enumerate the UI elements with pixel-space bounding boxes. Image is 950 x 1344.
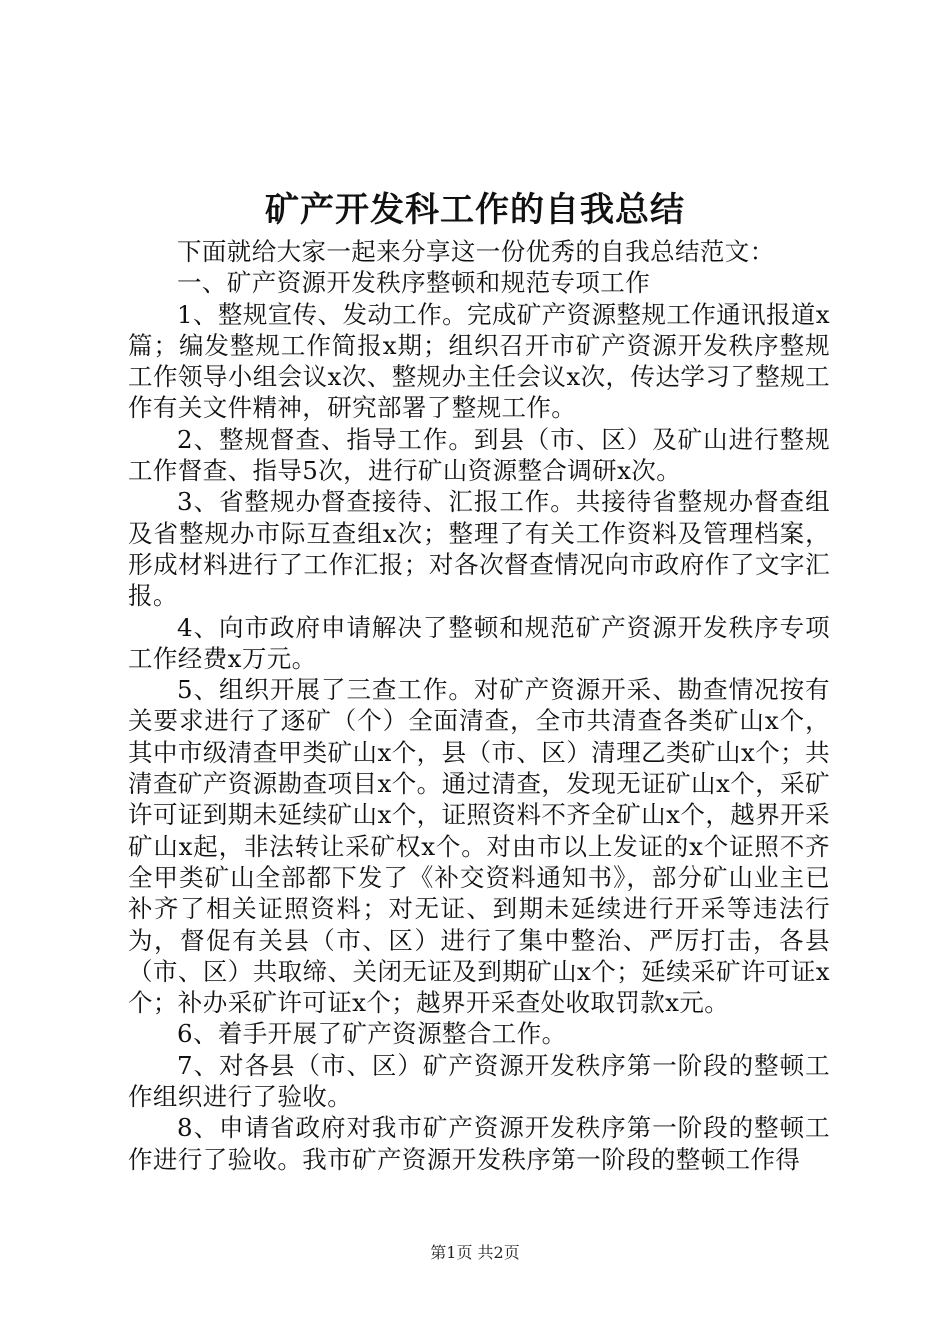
paragraph-item-4: 4、向市政府申请解决了整顿和规范矿产资源开发秩序专项工作经费x万元。: [128, 612, 830, 673]
paragraph-item-3: 3、省整规办督查接待、汇报工作。共接待省整规办督查组及省整规办市际互查组x次；整理了有关工作资料及管理档案，形成材料进行了工作汇报；对各次督查情况向市政府作了文字汇报。: [128, 487, 830, 611]
document-body: [128, 236, 830, 1175]
page-number-footer: 第1页 共2页: [430, 1243, 520, 1262]
paragraph-item-6: 6、着手开展了矿产资源整合工作。: [177, 1019, 567, 1049]
paragraph-item-5: 5、组织开展了三查工作。对矿产资源开采、勘查情况按有关要求进行了逐矿（个）全面清查，全市共清查各类矿山x个，其中市级清查甲类矿山x个，县（市、区）清理乙类矿山x个；共清查矿产资源勘查项目x个。通过清查，发现无证矿山x个，采矿许可证到期未延续矿山x个，证照资料不齐全矿山x个，越界开采矿山x起，非法转让采矿权x个。对由市以上发证的x个证照不齐全甲类矿山全部都下发了《补交资料通知书》，部分矿山业主已补齐了相关证照资料；对无证、到期未延续进行开采等违法行为，督促有关县（市、区）进行了集中整治、严厉打击，各县（市、区）共取缔、关闭无证及到期矿山x个；延续采矿许可证x个；补办采矿许可证x个；越界开采查处收取罚款x元。: [128, 675, 830, 1018]
document-title: 矿产开发科工作的自我总结: [265, 190, 685, 230]
paragraph-item-7: 7、对各县（市、区）矿产资源开发秩序第一阶段的整顿工作组织进行了验收。: [128, 1050, 830, 1112]
paragraph-intro: 下面就给大家一起来分享这一份优秀的自我总结范文：: [177, 237, 775, 266]
section-heading-1: 一、矿产资源开发秩序整顿和规范专项工作: [177, 268, 651, 298]
paragraph-item-8: 8、申请省政府对我市矿产资源开发秩序第一阶段的整顿工作进行了验收。我市矿产资源开发秩序第一阶段的整顿工作得: [128, 1113, 830, 1174]
paragraph-item-1: 1、整规宣传、发动工作。完成矿产资源整规工作通讯报道x篇；编发整规工作简报x期；组织召开市矿产资源开发秩序整规工作领导小组会议x次、整规办主任会议x次，传达学习了整规工作有关文件精神，研究部署了整规工作。: [128, 299, 830, 423]
paragraph-item-2: 2、整规督查、指导工作。到县（市、区）及矿山进行整规工作督查、指导5次，进行矿山资源整合调研x次。: [128, 424, 830, 486]
